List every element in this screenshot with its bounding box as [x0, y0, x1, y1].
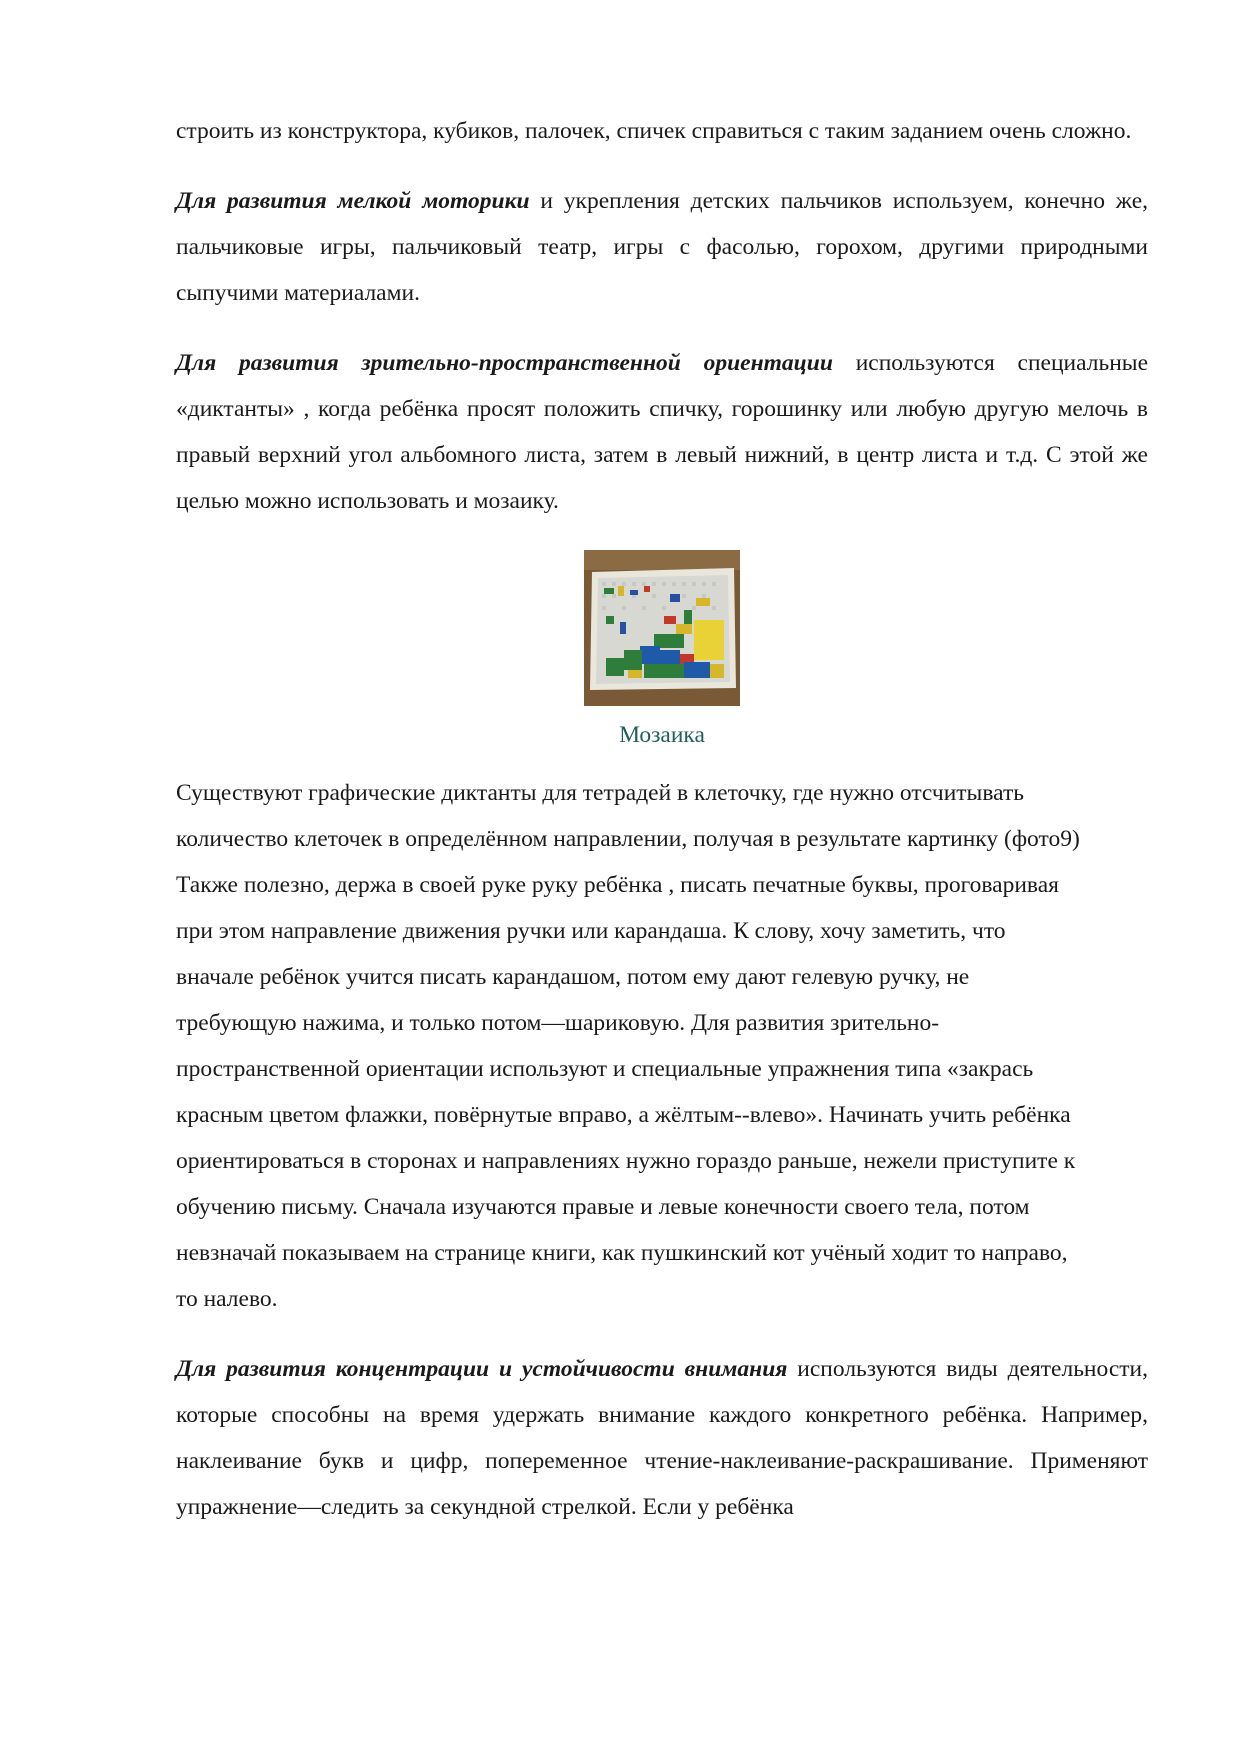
- figure-caption: Мозаика: [619, 722, 705, 748]
- paragraph-body: используются специальные «диктанты» , когда ребёнка просят положить спичку, горошинку или любую другую мелочь в правый верхний угол альбомного листа, затем в левый нижний, в центр листа и т.д. С этой же целью можно использовать и мозаику.: [176, 350, 1149, 514]
- text-line: Также полезно, держа в своей руке руку ребёнка , писать печатные буквы, проговаривая: [176, 872, 1059, 898]
- paragraph-heading-emphasis: Для развития концентрации и устойчивости внимания: [176, 1356, 788, 1382]
- mosaic-photo: [584, 550, 740, 706]
- text-line: при этом направление движения ручки или карандаша. К слову, хочу заметить, что: [176, 918, 1006, 944]
- text-line: красным цветом флажки, повёрнутые вправо, а жёлтым--влево». Начинать учить ребёнка: [176, 1102, 1071, 1128]
- text-line: пространственной ориентации используют и специальные упражнения типа «закрась: [176, 1056, 1034, 1082]
- paragraph-1: строить из конструктора, кубиков, палочек, спичек справиться с таким заданием очень сложно.: [176, 118, 1132, 144]
- text-line: ориентироваться в сторонах и направлениях нужно гораздо раньше, нежели приступите к: [176, 1148, 1076, 1174]
- paragraph-attention: [176, 1346, 1148, 1530]
- document-page: [176, 108, 1148, 1530]
- text-line: требующую нажима, и только потом—шариковую. Для развития зрительно-: [176, 1010, 940, 1036]
- mosaic-figure: [176, 550, 1148, 770]
- text-line: то налево.: [176, 1286, 278, 1312]
- paragraph-body: используются виды деятельности, которые способны на время удержать внимание каждого конкретного ребёнка. Например, наклеивание букв и цифр, попеременное чтение-наклеивание-раскрашивание. Применяют упражнение—следить за секундной стрелкой. Если у ребёнка: [176, 1356, 1148, 1520]
- paragraph-heading-emphasis: Для развития мелкой моторики: [176, 188, 530, 214]
- text-line: количество клеточек в определённом направлении, получая в результате картинку (фото9): [176, 826, 1080, 852]
- paragraph-heading-emphasis: Для развития зрительно-пространственной ориентации: [176, 350, 833, 376]
- text-line: вначале ребёнок учится писать карандашом, потом ему дают гелевую ручку, не: [176, 964, 970, 990]
- text-line: обучению письму. Сначала изучаются правые и левые конечности своего тела, потом: [176, 1194, 1030, 1220]
- text-line: невзначай показываем на странице книги, как пушкинский кот учёный ходит то направо,: [176, 1240, 1068, 1266]
- paragraph-body: и укрепления детских пальчиков используем, конечно же, пальчиковые игры, пальчиковый театр, игры с фасолью, горохом, другими природными сыпучими материалами.: [176, 188, 1149, 306]
- text-line: Существуют графические диктанты для тетрадей в клеточку, где нужно отсчитывать: [176, 780, 1024, 806]
- paragraph-fine-motor: [176, 178, 1148, 316]
- paragraph-graphic-dictations: [176, 770, 1148, 1322]
- paragraph-spatial-orientation: [176, 340, 1148, 524]
